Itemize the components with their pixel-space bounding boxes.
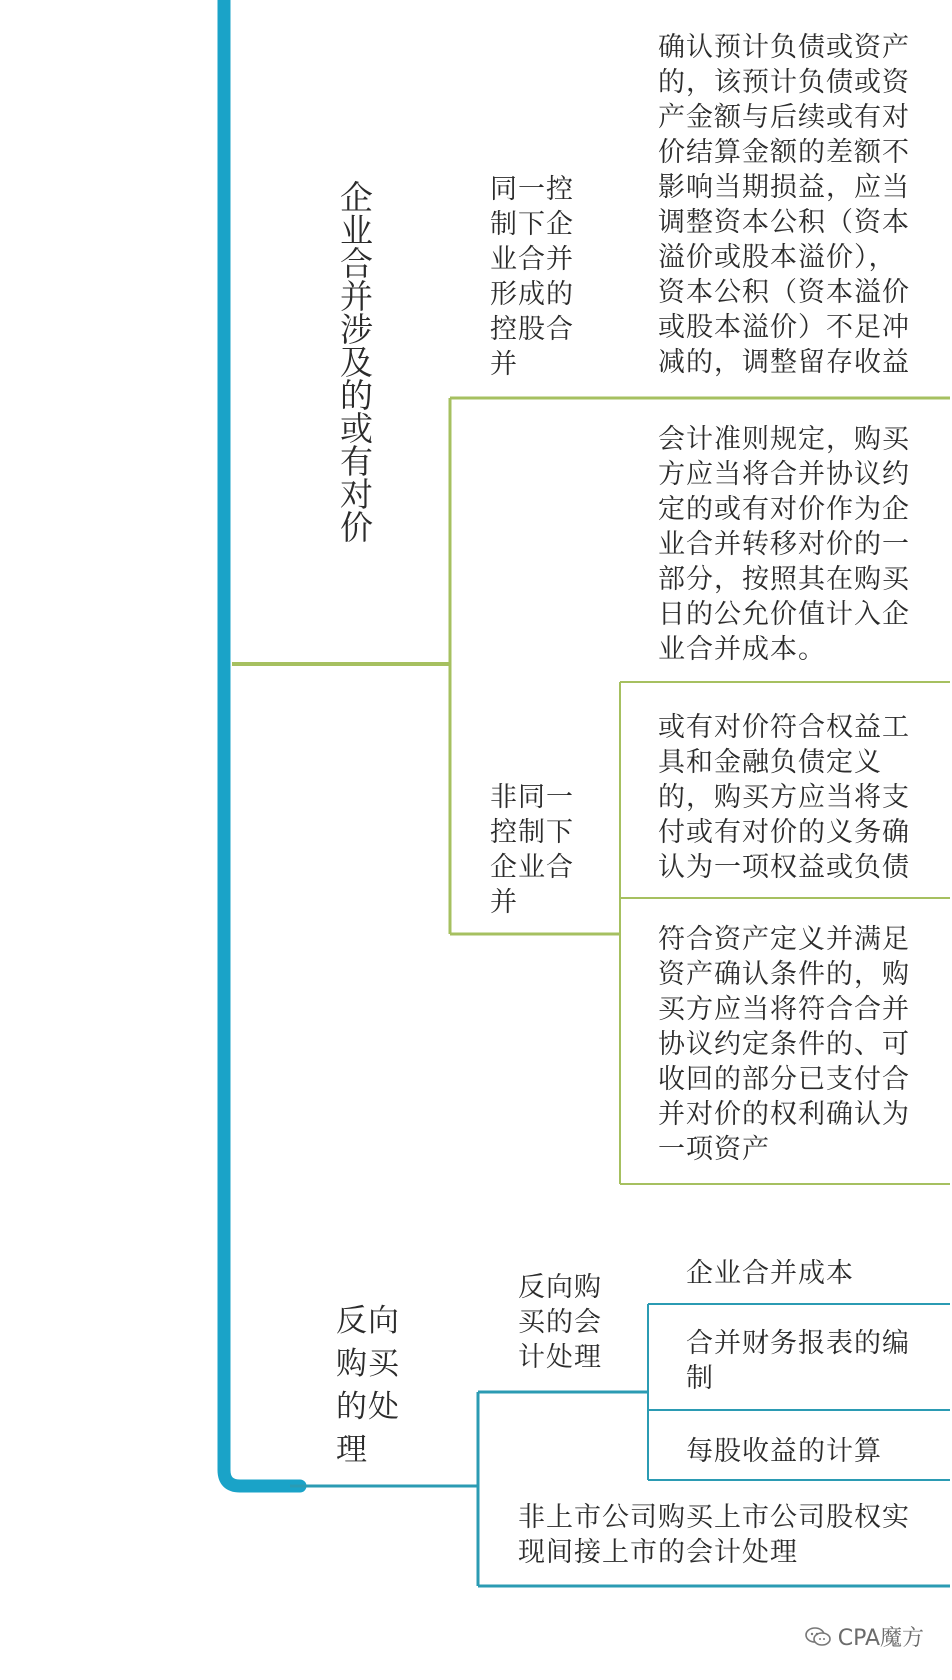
branch2-leaf1: 企业合并成本 <box>686 1258 854 1289</box>
branch2-leaf2: 合并财务报表的编制 <box>686 1328 910 1394</box>
branch1-sub2-detail: 会计准则规定，购买方应当将合并协议约定的或有对价作为企业合并转移对价的一部分，按照其在购买日的公允价值计入企业合并成本。 <box>658 424 910 665</box>
branch1-sub1-label: 同一控制下企业合并形成的控股合并 <box>490 174 574 380</box>
watermark <box>804 1621 924 1652</box>
branch2-title: 反向购买的处理 <box>336 1303 400 1468</box>
branch2-sub1-label: 反向购买的会计处理 <box>518 1272 602 1373</box>
branch2-leaf3: 每股收益的计算 <box>686 1436 882 1467</box>
branch1-sub2-label: 非同一控制下企业合并 <box>490 782 574 918</box>
wechat-icon <box>804 1626 832 1648</box>
branch2-sub2-label: 非上市公司购买上市公司股权实现间接上市的会计处理 <box>518 1502 910 1568</box>
watermark-text: CPA魔方 <box>837 1626 924 1651</box>
branch1-title: 企业合并涉及的或有对价 <box>335 180 374 543</box>
main-trunk-line <box>224 0 300 1486</box>
branch1-sub1-detail: 确认预计负债或资产的，该预计负债或资产金额与后续或有对价结算金额的差额不影响当期损益，应当调整资本公积（资本溢价或股本溢价），资本公积（资本溢价或股本溢价）不足冲减的，调整留存收益 <box>658 32 910 378</box>
branch1-leaf1: 或有对价符合权益工具和金融负债定义的，购买方应当将支付或有对价的义务确认为一项权益或负债 <box>658 712 910 883</box>
branch1-leaf2: 符合资产定义并满足资产确认条件的，购买方应当将符合合并协议约定条件的、可收回的部分已支付合并对价的权利确认为一项资产 <box>658 924 910 1165</box>
